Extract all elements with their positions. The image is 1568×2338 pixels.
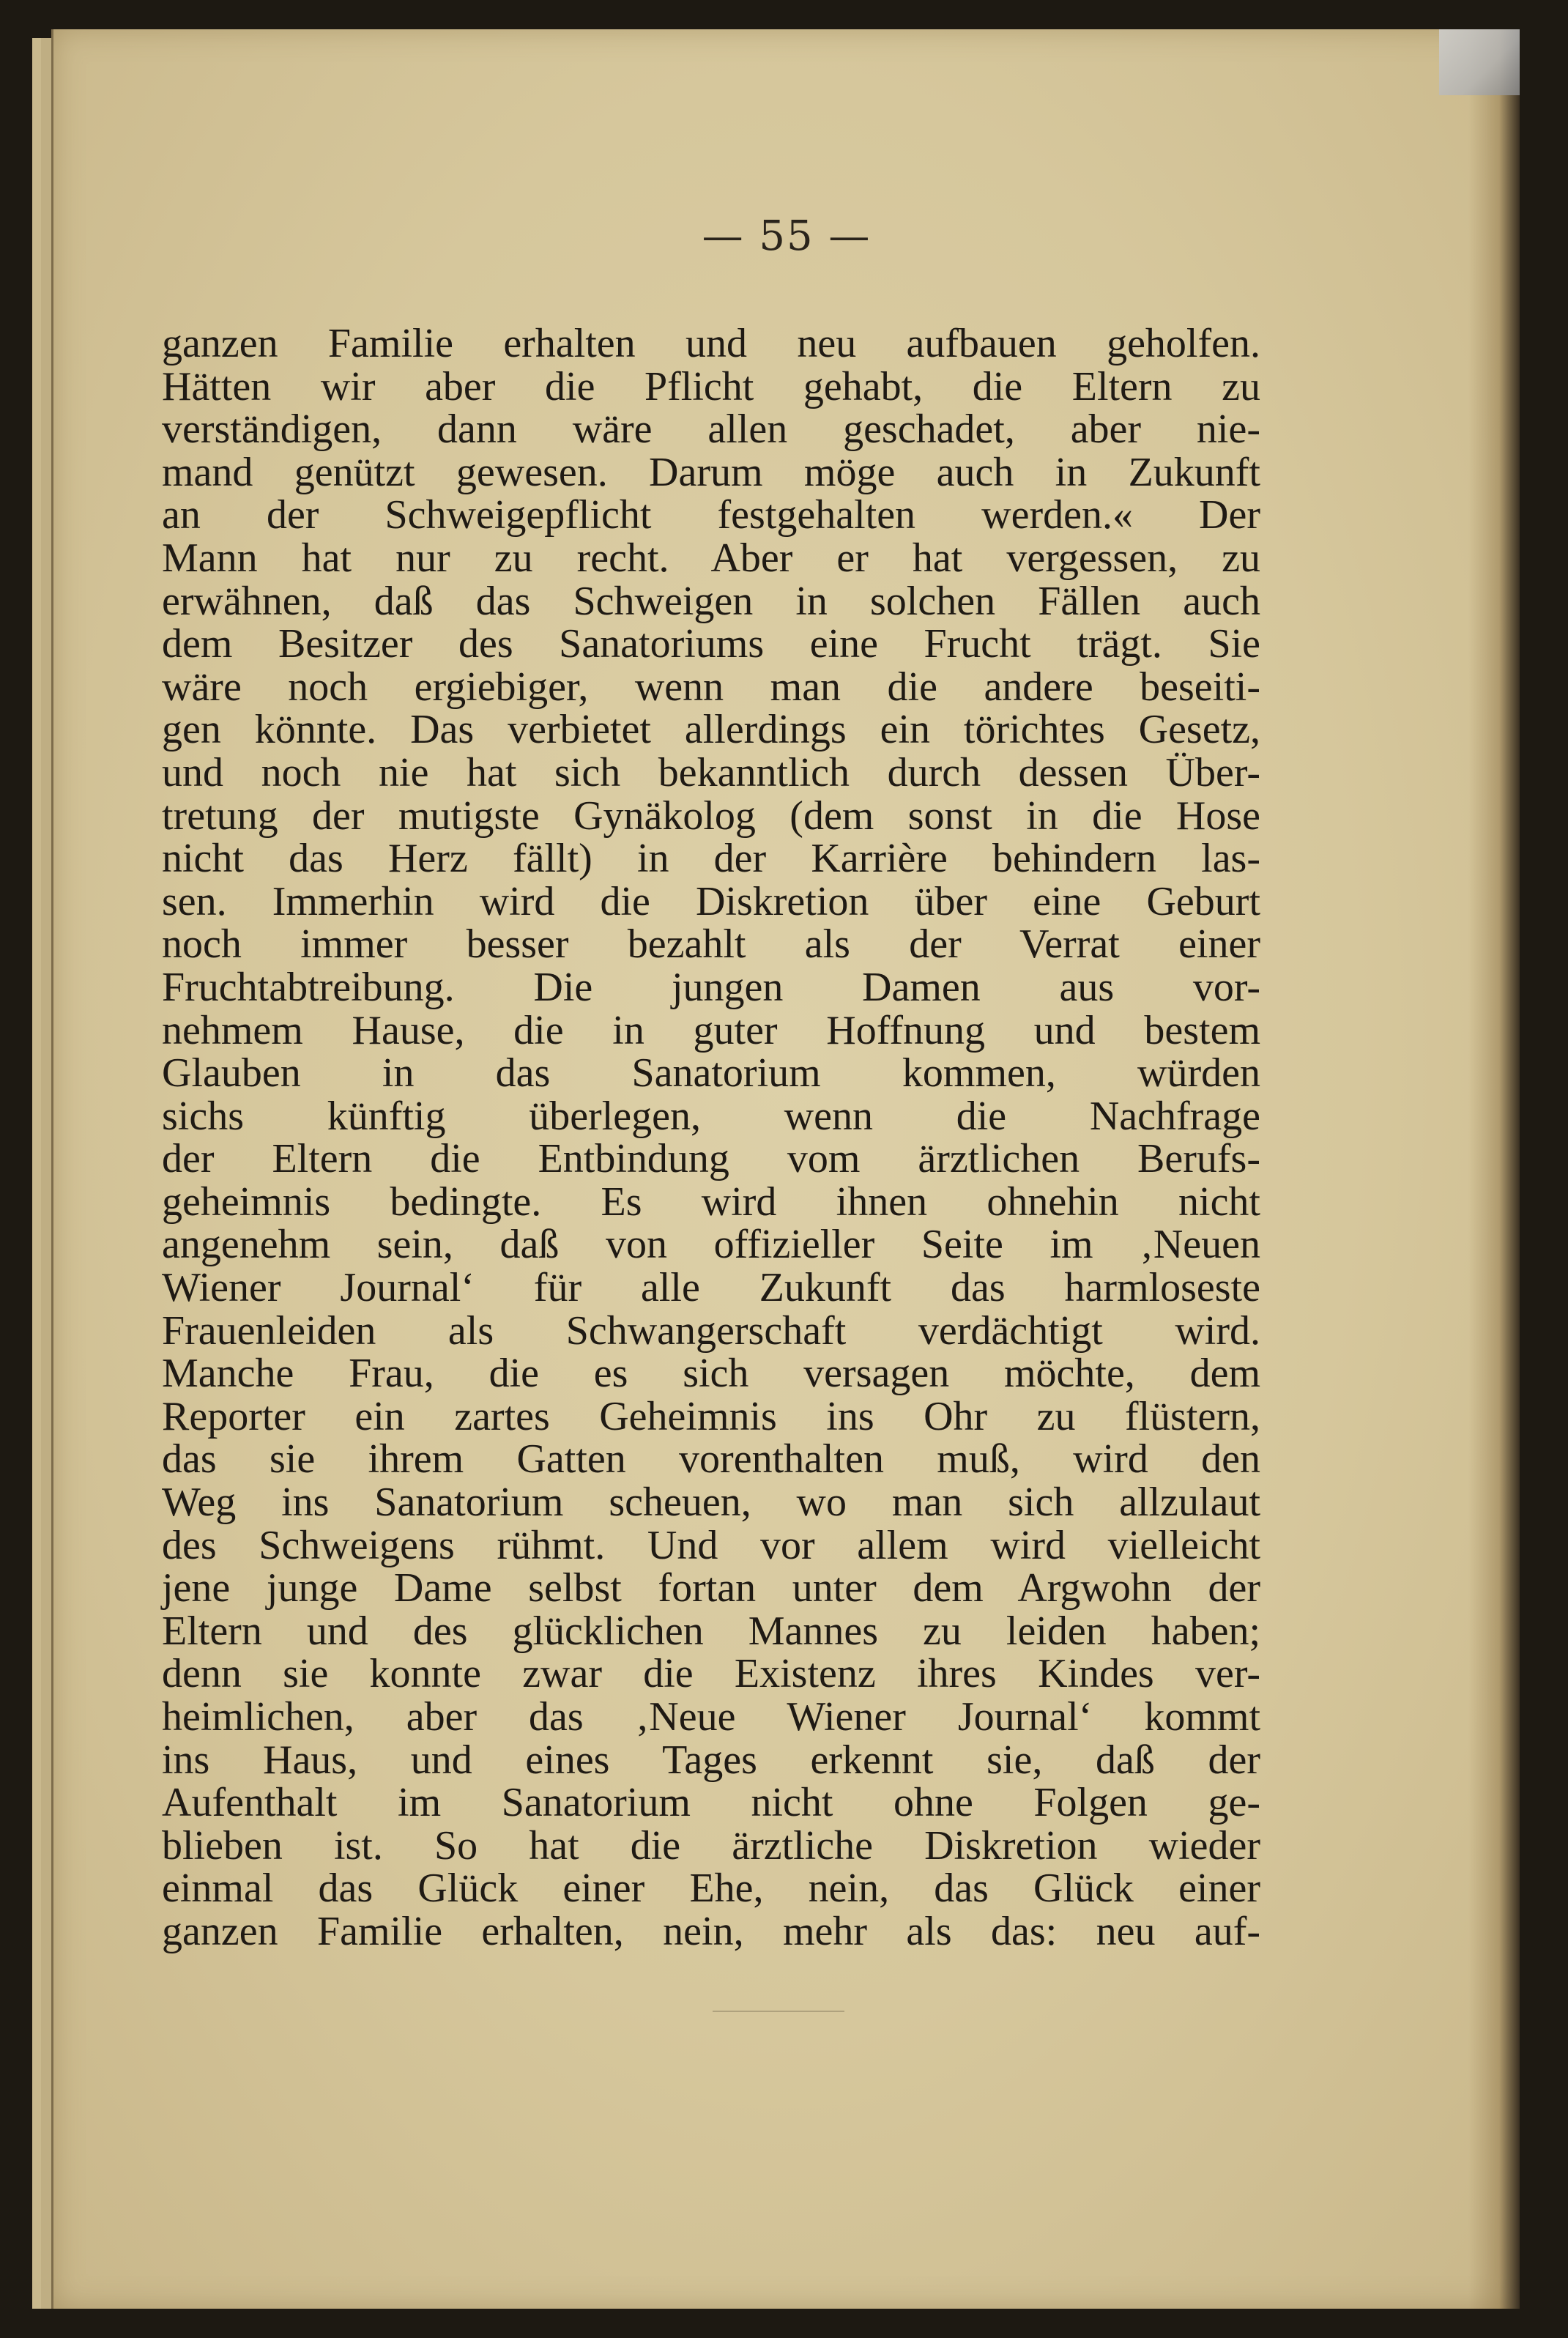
footer-rule bbox=[713, 2011, 844, 2012]
text-line: ins Haus, und eines Tages erkennt sie, daß der bbox=[162, 1737, 1260, 1783]
text-line: der Eltern die Entbindung vom ärztlichen Berufs- bbox=[162, 1136, 1260, 1182]
text-line: Aufenthalt im Sanatorium nicht ohne Folgen ge- bbox=[162, 1780, 1260, 1826]
text-line: Reporter ein zartes Geheimnis ins Ohr zu flüstern, bbox=[162, 1393, 1260, 1439]
text-line: Hätten wir aber die Pflicht gehabt, die Eltern zu bbox=[162, 363, 1260, 409]
text-line: denn sie konnte zwar die Existenz ihres Kindes ver- bbox=[162, 1651, 1260, 1697]
text-line: noch immer besser bezahlt als der Verrat einer bbox=[162, 921, 1260, 968]
text-line: gen könnte. Das verbietet allerdings ein törichtes Gesetz, bbox=[162, 707, 1260, 753]
text-line: nicht das Herz fällt) in der Karrière behindern las- bbox=[162, 836, 1260, 882]
text-line: Glauben in das Sanatorium kommen, würden bbox=[162, 1050, 1260, 1096]
text-line: sen. Immerhin wird die Diskretion über eine Geburt bbox=[162, 878, 1260, 924]
text-line: Manche Frau, die es sich versagen möchte, dem bbox=[162, 1351, 1260, 1397]
text-line: Weg ins Sanatorium scheuen, wo man sich allzulaut bbox=[162, 1480, 1260, 1526]
text-line: des Schweigens rühmt. Und vor allem wird vielleicht bbox=[162, 1522, 1260, 1568]
text-line: und noch nie hat sich bekanntlich durch dessen Über- bbox=[162, 749, 1260, 795]
text-line: jene junge Dame selbst fortan unter dem Argwohn der bbox=[162, 1565, 1260, 1611]
text-line: ganzen Familie erhalten, nein, mehr als das: neu auf- bbox=[162, 1908, 1260, 1954]
book-page bbox=[51, 29, 1520, 2309]
text-line: das sie ihrem Gatten vorenthalten muß, wird den bbox=[162, 1436, 1260, 1482]
text-line: wäre noch ergiebiger, wenn man die andere beseiti- bbox=[162, 664, 1260, 710]
page-corner bbox=[1439, 29, 1520, 95]
text-line: nehmem Hause, die in guter Hoffnung und bestem bbox=[162, 1007, 1260, 1053]
text-line: tretung der mutigste Gynäkolog (dem sonst in die Hose bbox=[162, 793, 1260, 839]
text-line: Eltern und des glücklichen Mannes zu leiden haben; bbox=[162, 1608, 1260, 1654]
text-line: angenehm sein, daß von offizieller Seite im ‚Neuen bbox=[162, 1222, 1260, 1268]
text-line: verständigen, dann wäre allen geschadet, aber nie- bbox=[162, 407, 1260, 453]
text-line: Wiener Journal‘ für alle Zukunft das harmloseste bbox=[162, 1265, 1260, 1311]
text-line: Fruchtabtreibung. Die jungen Damen aus vor- bbox=[162, 964, 1260, 1010]
page-gutter bbox=[1468, 29, 1520, 2309]
text-line: sichs künftig überlegen, wenn die Nachfrage bbox=[162, 1093, 1260, 1139]
text-line: dem Besitzer des Sanatoriums eine Frucht trägt. Sie bbox=[162, 621, 1260, 667]
text-line: blieben ist. So hat die ärztliche Diskretion wieder bbox=[162, 1822, 1260, 1868]
text-line: ganzen Familie erhalten und neu aufbauen geholfen. bbox=[162, 321, 1260, 366]
text-line: erwähnen, daß das Schweigen in solchen Fällen auch bbox=[162, 578, 1260, 624]
page-number: — 55 — bbox=[702, 212, 872, 260]
text-line: Mann hat nur zu recht. Aber er hat vergessen, zu bbox=[162, 535, 1260, 581]
text-line: geheimnis bedingte. Es wird ihnen ohnehin nicht bbox=[162, 1179, 1260, 1225]
text-line: heimlichen, aber das ‚Neue Wiener Journal‘ kommt bbox=[162, 1694, 1260, 1740]
text-line: an der Schweigepflicht festgehalten werden.« Der bbox=[162, 492, 1260, 538]
text-line: mand genützt gewesen. Darum möge auch in Zukunft bbox=[162, 449, 1260, 495]
text-line: einmal das Glück einer Ehe, nein, das Glück einer bbox=[162, 1866, 1260, 1912]
body-text bbox=[162, 322, 1260, 1953]
text-line: Frauenleiden als Schwangerschaft verdächtigt wird. bbox=[162, 1307, 1260, 1354]
